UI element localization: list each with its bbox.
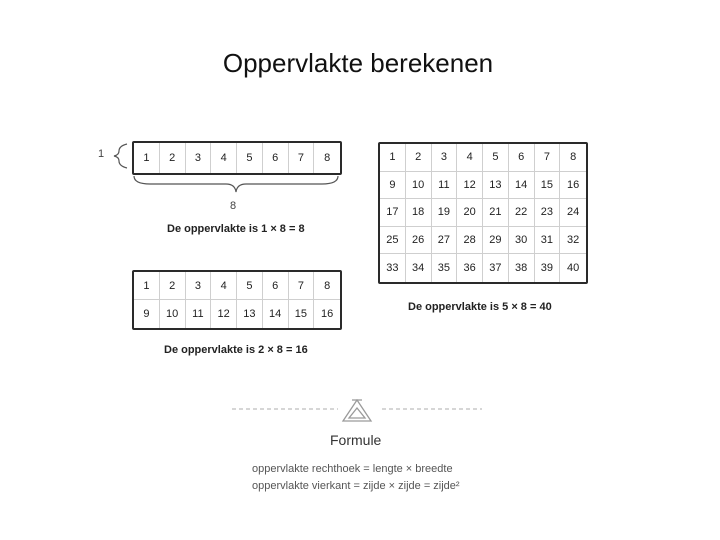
grid-cell: 26 (406, 227, 432, 255)
grid-cell: 20 (457, 199, 483, 227)
grid-cell: 28 (457, 227, 483, 255)
grid-cell: 14 (509, 172, 535, 200)
grid-cell: 10 (160, 300, 186, 328)
grid-1x8 (132, 141, 342, 175)
grid-5x8 (378, 142, 588, 284)
triangle-ruler-icon (343, 400, 371, 421)
grid-cell: 2 (406, 144, 432, 172)
grid-cell: 2 (160, 143, 186, 173)
grid-cell: 3 (432, 144, 458, 172)
grid-cell: 1 (134, 143, 160, 173)
row-count-label: 1 (98, 148, 105, 160)
column-count-label: 8 (230, 200, 237, 212)
formula-rectangle: oppervlakte rechthoek = lengte × breedte (252, 463, 453, 475)
grid-cell: 19 (432, 199, 458, 227)
column-brace (134, 176, 338, 192)
grid-cell: 4 (457, 144, 483, 172)
grid-cell: 12 (211, 300, 237, 328)
grid-cell: 38 (509, 254, 535, 282)
caption-5x8: De oppervlakte is 5 × 8 = 40 (408, 301, 552, 313)
grid-cell: 32 (560, 227, 586, 255)
grid-cell: 8 (560, 144, 586, 172)
grid-cell: 24 (560, 199, 586, 227)
grid-cell: 31 (535, 227, 561, 255)
grid-cell: 7 (289, 272, 315, 300)
grid-cell: 37 (483, 254, 509, 282)
grid-cell: 17 (380, 199, 406, 227)
grid-cell: 23 (535, 199, 561, 227)
grid-cell: 29 (483, 227, 509, 255)
grid-cell: 11 (432, 172, 458, 200)
grid-cell: 6 (263, 272, 289, 300)
grid-cell: 15 (289, 300, 315, 328)
grid-cell: 13 (483, 172, 509, 200)
page-title: Oppervlakte berekenen (222, 48, 494, 78)
grid-cell: 16 (321, 308, 334, 320)
grid-cell: 4 (211, 143, 237, 173)
grid-cell: 6 (509, 144, 535, 172)
grid-cell: 5 (237, 272, 263, 300)
grid-2x8 (132, 270, 342, 330)
grid-cell: 21 (483, 199, 509, 227)
grid-cell: 25 (380, 227, 406, 255)
grid-cell: 35 (432, 254, 458, 282)
grid-cell: 7 (535, 144, 561, 172)
grid-cell: 8 (324, 152, 331, 164)
grid-cell: 12 (457, 172, 483, 200)
grid-cell: 8 (314, 272, 340, 300)
grid-cell: 1 (134, 272, 160, 300)
grid-cell: 16 (560, 172, 586, 200)
grid-cell: 3 (186, 143, 212, 173)
grid-cell: 14 (263, 300, 289, 328)
grid-cell: 5 (237, 143, 263, 173)
grid-cell: 9 (380, 172, 406, 200)
grid-cell: 3 (186, 272, 212, 300)
grid-cell: 27 (432, 227, 458, 255)
grid-cell: 9 (134, 300, 160, 328)
grid-cell: 11 (186, 300, 212, 328)
grid-cell: 33 (380, 254, 406, 282)
grid-cell: 40 (567, 262, 580, 275)
grid-cell: 2 (160, 272, 186, 300)
formula-square: oppervlakte vierkant = zijde × zijde = zijde² (252, 480, 460, 492)
grid-cell: 30 (509, 227, 535, 255)
grid-cell: 4 (211, 272, 237, 300)
grid-cell: 6 (263, 143, 289, 173)
grid-cell: 22 (509, 199, 535, 227)
grid-cell: 15 (535, 172, 561, 200)
grid-cell: 13 (237, 300, 263, 328)
grid-cell: 18 (406, 199, 432, 227)
grid-cell: 34 (406, 254, 432, 282)
grid-cell: 36 (457, 254, 483, 282)
formula-title: Formule (330, 432, 382, 448)
caption-1x8: De oppervlakte is 1 × 8 = 8 (167, 223, 305, 235)
grid-cell: 1 (380, 144, 406, 172)
row-brace (114, 144, 127, 168)
grid-cell: 5 (483, 144, 509, 172)
grid-cell: 10 (406, 172, 432, 200)
grid-cell: 7 (289, 143, 315, 173)
caption-2x8: De oppervlakte is 2 × 8 = 16 (164, 344, 308, 356)
grid-cell: 39 (535, 254, 561, 282)
